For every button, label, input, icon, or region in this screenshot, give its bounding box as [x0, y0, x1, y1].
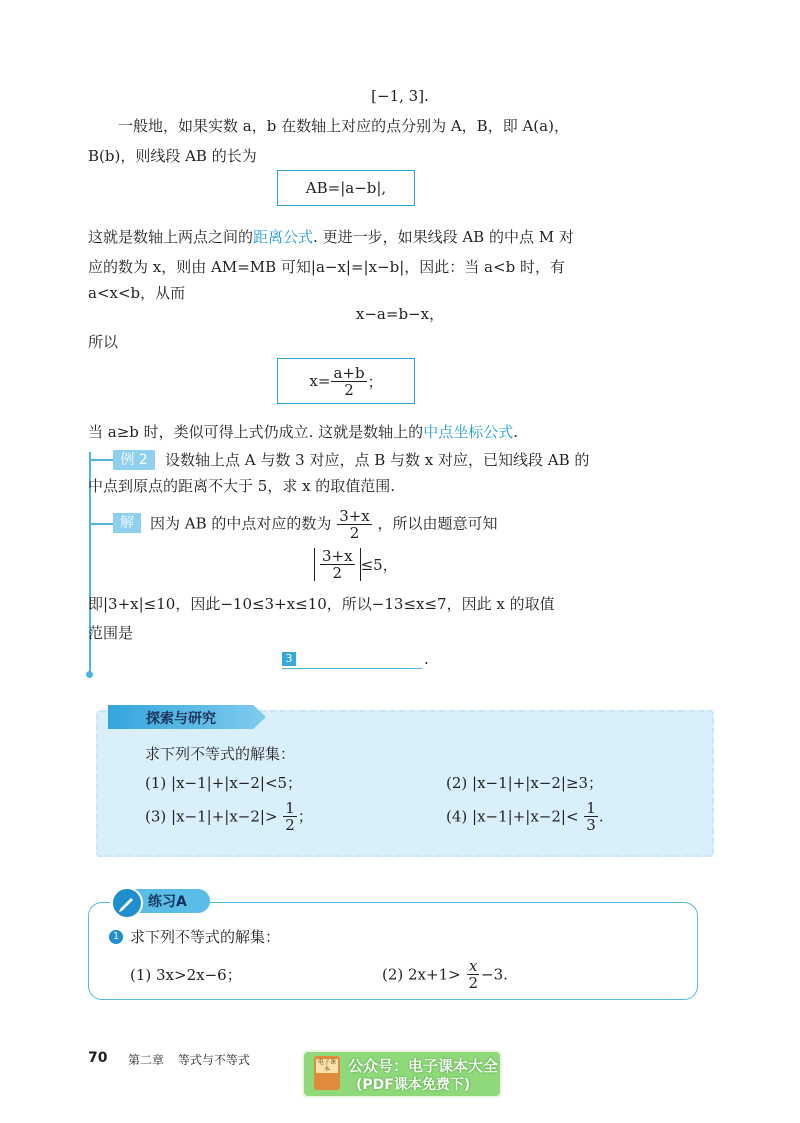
- practice-item-2: [382, 958, 508, 991]
- term-midpoint-formula: 中点坐标公式: [423, 423, 514, 441]
- text-span: (3) |x−1|+|x−2|>: [145, 807, 278, 826]
- equation: x−a=b−x，: [355, 305, 445, 323]
- solution-line: [150, 508, 498, 541]
- text-span: (4) |x−1|+|x−2|<: [446, 807, 579, 826]
- inequality-tail: ≤5，: [360, 556, 398, 574]
- term-distance-formula: 距离公式: [253, 228, 314, 246]
- distance-formula-box: [277, 170, 415, 206]
- fraction: [283, 800, 297, 833]
- fraction-numerator: 3+x: [322, 547, 353, 565]
- fraction: [584, 800, 598, 833]
- fraction-numerator: 3+x: [339, 507, 370, 525]
- text-span: ，所以由题意可知: [377, 514, 498, 533]
- midpoint-formula-box: [277, 358, 415, 404]
- pencil-icon: [111, 887, 143, 919]
- fraction: [320, 548, 355, 581]
- abs-inequality: [314, 548, 398, 581]
- interval-result: [−1, 3].: [371, 87, 429, 105]
- chapter-label: [128, 1051, 250, 1068]
- distance-formula: AB=|a−b|,: [305, 179, 387, 197]
- absolute-value: [314, 548, 361, 581]
- text-span: .: [513, 423, 518, 441]
- fraction-denominator: 3: [586, 816, 596, 834]
- watermark-line2: (PDF课本免费下): [356, 1077, 471, 1093]
- text-span: 这就是数轴上两点之间的: [88, 228, 254, 246]
- text-span: −3.: [481, 965, 508, 984]
- fraction-numerator: 1: [285, 799, 295, 817]
- text-span: .: [598, 807, 604, 826]
- practice-question: 求下列不等式的解集：: [130, 928, 281, 946]
- explore-item-1: (1) |x−1|+|x−2|<5；: [145, 774, 303, 792]
- fraction-denominator: 2: [285, 816, 295, 834]
- explore-item-2: (2) |x−1|+|x−2|≥3；: [446, 774, 604, 792]
- question-number: 1: [109, 930, 123, 944]
- paragraph-line: 应的数为 x，则由 AM=MB 可知|a−x|=|x−b|，因此：当 a<b 时，有: [88, 258, 565, 276]
- fraction-denominator: 2: [349, 524, 360, 542]
- fraction-denominator: 2: [344, 380, 354, 399]
- paragraph-line: 一般地，如果实数 a，b 在数轴上对应的点分别为 A，B，即 A(a)，: [118, 117, 569, 135]
- page-number: 70: [88, 1050, 108, 1066]
- chapter-title: 等式与不等式: [177, 1053, 250, 1067]
- text-span: ；: [297, 807, 313, 826]
- example-tag: 例 2: [113, 450, 155, 470]
- watermark-badge: [302, 1050, 502, 1098]
- fraction: [331, 365, 366, 398]
- paragraph-line: 所以: [88, 333, 119, 351]
- explore-item-3: [145, 800, 313, 833]
- formula-tail: ；: [367, 372, 383, 391]
- solution-line: 即|3+x|≤10，因此−10≤3+x≤10，所以−13≤x≤7，因此 x 的取值: [88, 595, 555, 613]
- book-logo-label: 电子课本: [317, 1059, 336, 1073]
- paragraph-line: B(b)，则线段 AB 的长为: [88, 147, 257, 165]
- example-line: 中点到原点的距离不大于 5，求 x 的取值范围.: [88, 477, 396, 495]
- blank-number: 3: [282, 652, 296, 666]
- tag-connector: [89, 459, 113, 461]
- tag-connector: [89, 523, 113, 525]
- paragraph-line: [88, 226, 574, 248]
- explore-intro: 求下列不等式的解集：: [145, 745, 296, 763]
- formula-lhs: x=: [309, 372, 331, 390]
- explore-item-4: [446, 800, 604, 833]
- solution-tag: 解: [113, 513, 141, 533]
- fraction-denominator: 2: [332, 564, 343, 582]
- text-span: 因为 AB 的中点对应的数为: [150, 514, 332, 533]
- paragraph-line: [88, 421, 518, 443]
- text-span: . 更进一步，如果线段 AB 的中点 M 对: [313, 228, 574, 246]
- fraction-denominator: 2: [468, 974, 479, 992]
- fraction-numerator: x: [469, 957, 478, 975]
- watermark-line1: 公众号：电子课本大全: [348, 1057, 499, 1075]
- fraction-numerator: 1: [586, 799, 596, 817]
- practice-item-1: (1) 3x>2x−6；: [130, 966, 242, 984]
- text-span: 当 a≥b 时，类似可得上式仍成立. 这就是数轴上的: [88, 423, 424, 441]
- explore-title: 探索与研究: [146, 711, 216, 727]
- example-line: 设数轴上点 A 与数 3 对应，点 B 与数 x 对应，已知线段 AB 的: [165, 451, 590, 469]
- book-logo: [314, 1056, 340, 1090]
- chapter-number: 第二章: [128, 1053, 165, 1067]
- text-span: (2) 2x+1>: [382, 965, 461, 984]
- paragraph-line: a<x<b，从而: [88, 284, 186, 302]
- answer-blank[interactable]: [282, 652, 422, 669]
- fraction: [337, 508, 372, 541]
- solution-line: 范围是: [88, 624, 134, 642]
- practice-title: 练习A: [148, 894, 187, 910]
- rule-end-dot: [86, 671, 93, 678]
- fraction: [466, 958, 480, 991]
- fraction-numerator: a+b: [333, 363, 365, 382]
- period: .: [424, 650, 429, 668]
